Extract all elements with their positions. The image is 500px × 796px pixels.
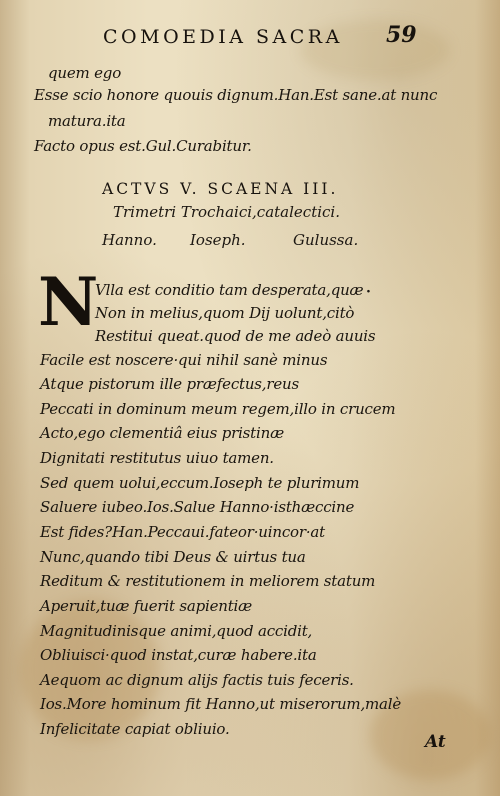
verse-line: Sed quem uolui,eccum.Ioseph te plurimum xyxy=(40,474,360,492)
verse-line: Restitui queat.quod de me adeò auuis xyxy=(95,327,376,345)
running-title: COMOEDIA SACRA xyxy=(103,26,343,48)
verse-line: Magnitudinisque animi,quod accidit, xyxy=(40,622,313,640)
verse-line: Acto,ego clementiâ eius pristinæ xyxy=(40,424,284,442)
verse-line: Ios.More hominum fit Hanno,ut miserorum,malè xyxy=(40,695,402,713)
verse-line: Est fides?Han.Peccaui.fateor·uincor·at xyxy=(40,523,325,541)
verse-line: Vlla est conditio tam desperata,quæ xyxy=(95,281,364,299)
verse-line: Reditum & restitutionem in meliorem statum xyxy=(40,572,376,590)
verse-line: Infelicitate capiat obliuio. xyxy=(40,720,230,738)
verse-line: Nunc,quando tibi Deus & uirtus tua xyxy=(40,548,306,566)
water-stain xyxy=(20,600,160,740)
verse-line: Aperuit,tuæ fuerit sapientiæ xyxy=(40,597,253,615)
text-line: Esse scio honore quouis dignum.Han.Est sane.at nunc xyxy=(34,86,438,104)
verse-line: Saluere iubeo.Ios.Salue Hanno·isthæccine xyxy=(40,498,355,516)
verse-line: Aequom ac dignum alijs factis tuis feceris. xyxy=(40,671,354,689)
verse-line: Non in melius,quom Dij uolunt,citò xyxy=(95,304,355,322)
catchword: At xyxy=(425,732,446,752)
printer-mark: · xyxy=(366,284,371,300)
text-line: quem ego xyxy=(48,64,122,82)
verse-line: Peccati in dominum meum regem,illo in crucem xyxy=(40,400,396,418)
page-number: 59 xyxy=(386,22,417,48)
verse-line: Facile est noscere·qui nihil sanè minus xyxy=(40,351,328,369)
meter-description: Trimetri Trochaici,catalectici. xyxy=(113,203,340,221)
verse-line: Dignitati restitutus uiuo tamen. xyxy=(40,449,274,467)
drop-cap: N xyxy=(38,263,99,341)
text-line: matura.ita xyxy=(48,112,126,130)
verse-line: Obliuisci·quod instat,curæ habere.ita xyxy=(40,646,317,664)
scene-heading: ACTVS V. SCAENA III. xyxy=(102,180,339,198)
character-name: Ioseph. xyxy=(190,231,246,249)
character-name: Gulussa. xyxy=(293,231,359,249)
verse-line: Atque pistorum ille præfectus,reus xyxy=(40,375,299,393)
text-line: Facto opus est.Gul.Curabitur. xyxy=(34,137,252,155)
character-name: Hanno. xyxy=(102,231,157,249)
page-header xyxy=(0,22,500,52)
